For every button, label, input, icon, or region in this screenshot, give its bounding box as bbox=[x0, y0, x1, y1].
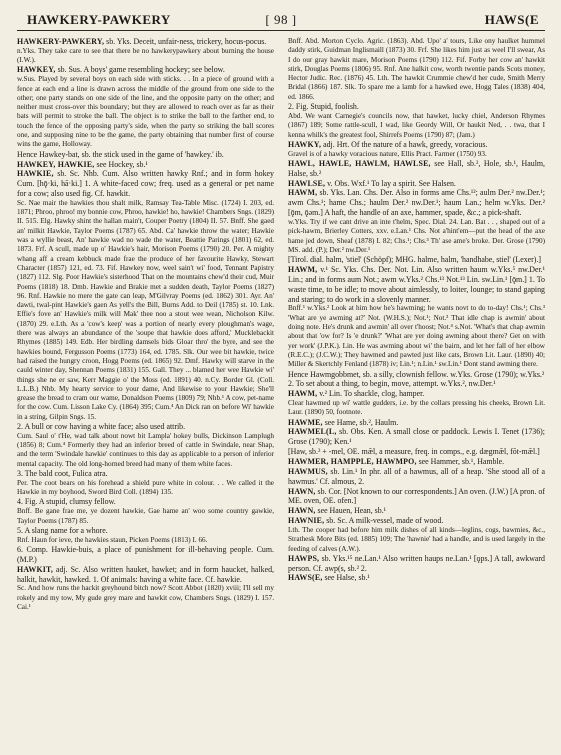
dictionary-entry bbox=[288, 102, 545, 112]
headword: HAWN, bbox=[288, 506, 316, 516]
entry-text: 4. Fig. A stupid, clumsy fellow. bbox=[17, 497, 116, 507]
dictionary-entry bbox=[17, 65, 274, 75]
citation-block bbox=[17, 199, 274, 422]
headword: HAWKY, bbox=[288, 139, 322, 149]
dictionary-entry bbox=[17, 37, 274, 47]
citation-block bbox=[17, 536, 274, 545]
headword: HAWLSE, bbox=[288, 178, 326, 188]
entry-text: Per. The coot bears on his forehead a shield pure white in colour. . . We called it the Hawkie in my boyhood, Sword Bird Coll. (1894) 135. bbox=[17, 478, 274, 497]
headword: HAWME, bbox=[288, 417, 323, 427]
headword: HAWKIE, bbox=[17, 169, 54, 179]
dictionary-entry bbox=[288, 427, 545, 447]
dictionary-entry bbox=[17, 565, 274, 585]
entry-text: sb. Yks. Lan. Chs. Der. Also in forms ame Chs.¹²; aulm Der.² nw.Der.¹; awm Chs.¹; hame Chs.; haulm Der.² nw.Der.¹; haum Lan.; helm w.Yks. Der.² [ǭm, ǭəm.] A haft, the handle of an axe, hammer, spade, &c.; a pick-shaft. bbox=[288, 188, 545, 218]
entry-text: [Tirol. dial. halm, 'stiel' (Schöpf); MHG. halme, halm, 'handhabe, stiel' (Lexer).] bbox=[288, 255, 542, 265]
entry-text: 2. Fig. Stupid, foolish. bbox=[288, 102, 359, 112]
running-header bbox=[17, 10, 545, 31]
entry-text: Bnff. Abd. Morton Cyclo. Agric. (1863). Abd. Upo' a' tours, Like ony haulket hummel daddy stirk, Guidman Inglismaill (1873) 30. Frf. She likes him just as weel I'll swear, As I do our gray hawkit mare, Morison Poems (1790) 112. Fif. Forby her cow an' hawkit stirk, Douglas Poems (1806) 95. Rnf. Ane halkit cow, worth twentie pands Scots money, Hector Judic. Rec. (1876) 45. Lth. The hawkit Crummie chew'd her cude, Smith Merry Bridal (1866) 187. Slk. To spare me a lamb for a hawked ewe, Hogg Tales (1838) 404, ed. 1866. bbox=[288, 37, 545, 101]
dictionary-entry bbox=[17, 150, 274, 160]
dictionary-entry bbox=[288, 179, 545, 189]
headword: HAWM, bbox=[288, 188, 318, 198]
entry-text: sb. Sus. A boys' game resembling hockey; see below. bbox=[55, 65, 225, 75]
headword: HAWPS, bbox=[288, 553, 320, 563]
entry-text: sb. Yks.¹⁵ ne.Lan.¹ Also written haups ne.Lan.¹ [ǫps.] A tall, awkward person. Cf. awp(s, sb.² 2. bbox=[288, 553, 545, 573]
entry-text: Hence Hawmgobbmet, sb. a silly, clownish fellow. w.Yks. Grose (1790); w.Yks.² bbox=[288, 369, 545, 379]
headword: HAWMER, HAMPPLE, HAWMPO, bbox=[288, 457, 417, 466]
entry-text: see Hockey, sb.¹ bbox=[94, 159, 148, 169]
entry-text: sb. Lin.¹ In phr. all of a hawmus, all of a heap. 'She stood all of a hawmus.' Cf. almous, 2. bbox=[288, 466, 545, 486]
dictionary-entry bbox=[288, 467, 545, 487]
dictionary-entry bbox=[288, 447, 545, 457]
left-column bbox=[17, 37, 274, 612]
dictionary-entry bbox=[288, 379, 545, 389]
dictionary-entry bbox=[17, 169, 274, 199]
citation-block bbox=[288, 37, 545, 102]
entry-text: Gravel is of a hawky voracious nature, Ellis Pract. Farmer (1750) 93. bbox=[288, 149, 487, 158]
right-column bbox=[288, 37, 545, 612]
headword: HAWM, bbox=[288, 265, 318, 275]
citation-block bbox=[17, 584, 274, 612]
entry-text: Bnff. Be gane frae me, ye dozent hawkie, Gae hame an' woo some country gawkie, Taylor Poems (1787) 85. bbox=[17, 507, 274, 525]
dictionary-entry bbox=[17, 526, 274, 536]
citation-block bbox=[288, 112, 545, 140]
citation-block bbox=[288, 304, 545, 369]
entry-text: [Haw, sb.² + -mel, OE. mǣl, a measure, freq. in comps., e.g. dægmǣl, fōt-mǣl.] bbox=[288, 447, 540, 457]
entry-text: Sc. Nae mair the hawkies thou shalt milk, Ramsay Tea-Table Misc. (1724) I. 203, ed. 1871; Phroo, phroo! my bonnie cow, Phroo, hawkie! ho, hawkie! Chambers Sngs. (1829) II. 515. Elg. Hawky shint the hallan main't, Couper Poetry (1804) II. 57. Bnff. She gaed an' milkit Hawkie, Taylor Poems (1787) 65. Abd. Ca' hawkie throw the water; Hawkie was a wyllie beast, An' hawkie wad no wade the water, Beattie Parings (1801) 62, ed. 1873. Frf. A scull, made up o' Hawkie's hair, Morison Poems (1790) 20. Per. A mighty whang aff a cream kebbuck made frae the produce of her favourite Hawky, Stewart Character (1857) 121, ed. 73. Fif. Hawkey now, weel sain't wi' food, Tennant Papistry (1827) 112. Slg. Poor Hawkie's sisterhood That on the mountains chew'd their cud, Muir Poems (1818) 18. Dmb. Hawkie and Brakie met a sudden death, Taylor Poems (1827) 96. Rnf. Hawkie no mere the gate can leap, M'Gilvray Poems (ed. 1862) 301. Ayr. An' dawti, twal-pint Hawkie's gaen As yell's the Bill, Burns Add. to Deil (1785) st. 10. Lnk. Effie's fove an' Hawkie's milk will Mak' thee noo a stout wee wean, Nicholson Kilw. (1870) 29. e.Lth. As a 'cow's keep' was a portion of nearly every ploughman's wage, there was always an abundance of the 'soupe that hawkie does afford,' Mucklebackit Rhymes (1885) 149. Edb. Her birdling damsels bids Gloar thro' the byre, and see the hawkies bound, Fergusson Poems (1773) 164, ed. 1785. Slk. Our wee bit hawkie, twice had raised the hungry croon, Hogg Poems (ed. 1865) 92. Dmf. Hawky will starve in the cauld winter day, Shennan Poems (1831) 155. Gall. They ... blamed her wee Hawkie wi' things she ne er saw, Kerr Maggie o' the Moss (ed. 1891) 40. n.Cy. Border Gl. (Coll. L.L.B.) Nhb. My hearty service to your dame, And likewise to your Hawkie; She'll grease the bread to cram our wame, Donaldson Poems (1809) 79; Nhb.¹ A cow, pet-name for the cow. Cum. Lisson Lake Cy. (1864) 395; Cum.⁴ An Dick ran on before Wi' hawkie in a string, Gilpin Sngs. 15. bbox=[17, 198, 274, 421]
entry-text: v.¹ Sc. Yks. Chs. Der. Not. Lin. Also written haum w.Yks.⁵ nw.Der.¹ Lin.; and in forms aum Not.; awm w.Yks.² Chs.¹³ Not.¹³ Lin. sw.Lin.¹ [ǭm.] 1. To waste time, to be idle; to move about aimlessly, to loiter, lounge; to stand gaping and staring; to do work in a slovenly manner. bbox=[288, 265, 545, 304]
entry-text: Hence Hawkey-bat, sb. the stick used in the game of 'hawkey.' ib. bbox=[17, 149, 224, 159]
page-number: [ 98 ] bbox=[265, 12, 297, 27]
dictionary-entry bbox=[288, 418, 545, 428]
dictionary-entry bbox=[288, 554, 545, 574]
citation-block bbox=[17, 47, 274, 66]
entry-text: see Halse, sb.¹ bbox=[322, 573, 370, 583]
dictionary-entry bbox=[288, 370, 545, 380]
entry-text: adj. Hrt. Of the nature of a hawk, greedy, voracious. bbox=[321, 139, 488, 149]
dictionary-entry bbox=[17, 545, 274, 565]
entry-text: Lth. The cooper had before him milk dishes of all kinds—leglins, cogs, bawmies, &c., Strathesk More Bits (ed. 1885) 109; The 'hawnie' had a handle, and is used largely in the feeding of calves (A.W.). bbox=[288, 525, 545, 553]
entry-text: 5. A slang name for a whore. bbox=[17, 525, 108, 535]
entry-text: w.Sus. Played by several boys on each side with sticks. . . In a piece of ground with a fence at each end a line is drawn across the middle of the ground from one side to the other; one party stands on one side of the line, and the opposite party on the other; and neither must cross-over this boundary; but they are allowed to reach over as far as their bats will permit to stroke the ball. The object is to strike the ball to the farther end, to touch the fence of the opposing party's side, when the party so striking the ball scores one, and supposing nine to be the game, the party obtaining that number first of course wins the game, Holloway. bbox=[17, 75, 274, 149]
dictionary-entry bbox=[17, 160, 274, 170]
entry-text: see Hall, sb.², Hole, sb.¹, Haulm, Halse, sb.² bbox=[288, 158, 546, 178]
dictionary-entry bbox=[288, 506, 545, 516]
headword: HAWKIT, bbox=[17, 564, 54, 574]
dictionary-entry bbox=[288, 457, 545, 467]
dictionary-entry bbox=[288, 188, 545, 218]
dictionary-entry bbox=[288, 516, 545, 526]
entry-text: sb. Obs. Ken. A small close or paddock. Lewis I. Tenet (1736); Grose (1790); Ken.¹ bbox=[288, 427, 545, 447]
dictionary-entry bbox=[288, 389, 545, 399]
citation-block bbox=[288, 399, 545, 418]
entry-text: sb. Sc. Nhb. Cum. Also written hawky Rnf.; and in form hokey Cum. [hǭ·ki, hā·ki.] 1. A white-faced cow; freq. used as a general or pet name for a cow; also used fig. Cf. hawkit. bbox=[17, 169, 274, 199]
citation-block bbox=[288, 218, 545, 255]
dictionary-entry bbox=[17, 422, 274, 432]
entry-text: sb. Yks. Deceit, unfair-ness, trickery, hocus-pocus. bbox=[104, 37, 267, 46]
dictionary-entry bbox=[17, 469, 274, 479]
entry-text: w.Yks. Try if we cant drive an inte t'helm, Spec. Dial. 24. Lan. Bat . . , shaped out of a pick-hawm, Brierley Cotters, xxv. e.Lan.¹ Chs. Not a'hint'em—put the head of the axe hame jed down, Sheaf (1878) I. 82; Chs.¹; Chs.³ Th' ase ame's broke. Der. Grose (1790) MS. add. (P.); Der.² nw.Der.¹ bbox=[288, 218, 545, 254]
headword: HAWMUS, bbox=[288, 466, 328, 476]
entry-text: see Hame, sb.², Haulm. bbox=[322, 417, 399, 427]
citation-block bbox=[288, 150, 545, 159]
entry-text: n.Yks. They take care to see that there be no hawkerypawkery about burning the house (I.W.). bbox=[17, 46, 274, 65]
citation-block bbox=[17, 75, 274, 149]
entry-text: adj. Sc. Also written hauket, hawket; and in form haucket, halked, halkit, hawkit, hawked. 1. Of animals: having a white face. Cf. hawkie. bbox=[17, 564, 274, 584]
entry-text: sb. Cor. [Not known to our correspondents.] An oven. (J.W.) [A pron. of ME. oven, OE. ofen.] bbox=[288, 486, 545, 506]
headword: HAWN, bbox=[288, 486, 316, 496]
dictionary-entry bbox=[288, 265, 545, 304]
two-column-body bbox=[17, 37, 545, 612]
headword: HAWS(E, bbox=[288, 573, 323, 583]
dictionary-entry bbox=[288, 573, 545, 583]
dictionary-entry bbox=[288, 159, 545, 179]
entry-text: Clear hawmed up wi' wattle gudders, i.e. by the collars pressing his cheeks, Brown Lit. Laur. (1890) 50, footnote. bbox=[288, 399, 545, 417]
entry-text: 3. The bald coot, Fulica atra. bbox=[17, 469, 108, 479]
dictionary-entry bbox=[17, 497, 274, 507]
citation-block bbox=[17, 432, 274, 469]
headword: HAWKEY, bbox=[17, 65, 56, 75]
dictionary-entry bbox=[288, 255, 545, 265]
citation-block bbox=[17, 507, 274, 526]
headword: HAWMEL(L, bbox=[288, 427, 337, 437]
entry-text: 2. To set about a thing, to begin, move, attempt. w.Yks.², nw.Der.¹ bbox=[288, 379, 496, 389]
entry-text: 6. Comp. Hawkie-buis, a place of punishment for ill-behaving people. Cum. (M.P.) bbox=[17, 545, 274, 564]
entry-text: Abd. We want Carnegie's councils now, that hawket, lucky chiel, Anderson Rhymes (1867) 189; Some rattle-scull, I wad, like Geordy Will, Or haukit Ned, . . twa, that I kenna whilk's the greatest fool, Shirrefs Poems (1790) 87; (Jam.) bbox=[288, 111, 545, 139]
entry-text: see Hauen, Hean, sb.¹ bbox=[315, 506, 387, 516]
dictionary-entry bbox=[288, 487, 545, 507]
headword: HAWL, HAWLE, HAWLM, HAWLSE, bbox=[288, 158, 431, 168]
citation-block bbox=[288, 526, 545, 554]
entry-text: 2. A bull or cow having a white face; also used attrib. bbox=[17, 422, 186, 431]
headword: HAWKEY, HAWKIE, bbox=[17, 159, 95, 169]
header-left-headword: HAWKERY-PAWKERY bbox=[27, 12, 171, 27]
dictionary-entry bbox=[288, 140, 545, 150]
headword: HAWM, bbox=[288, 389, 318, 399]
citation-block bbox=[17, 479, 274, 498]
entry-text: sb. Sc. A milk-vessel, made of wood. bbox=[324, 516, 444, 526]
entry-text: v.² Lin. To shackle, clog, hamper. bbox=[317, 389, 425, 399]
entry-text: Rnf. Haun for ieve, the hawkies staun, Picken Poems (1813) I. 66. bbox=[17, 535, 208, 544]
entry-text: Sc. And how runs the hackit greyhound bitch now? Scott Abbot (1820) xviii; I'll sell my rokely and my tow, My gude grey mare and hawkit cow, Chambers Sngs. (1829) I. 157. Cai.¹ bbox=[17, 584, 274, 612]
headword: HAWKERY-PAWKERY, bbox=[17, 37, 105, 46]
entry-text: Bnff.¹ w.Yks.² Look at him how he's hawming; he wants novt to do to-day! Chs.¹; Chs.³ 'What are ye awming at?' Not. (W.H.S.); Not.¹; Not.³ That idle chap is awmin' about doing note. He's drunk and awmin' all over t'hoost; Not.⁴ s.Not. 'What's that chap awmin about that 'ow for? Is 'e drunk?' 'What are yer doing awming about there? Get on with yer work' (J.P.K.). Lin. He was awming about wi' the bairn, and let her fall of her elbow (R.E.C.); (J.C.W.); They hawmed and pawted just like cats, Brown Lit. Laur. (1890) 40; Miller & Skertchly Fenland (1878) iv; Lin.¹; n.Lin.¹ sw.Lin.¹ Dont stand awming there. bbox=[288, 304, 545, 369]
entry-text: see Hammer, sb.¹, Hamble. bbox=[416, 457, 505, 466]
headword: HAWNIE, bbox=[288, 516, 325, 526]
header-right-headword: HAWS(E bbox=[484, 12, 539, 27]
entry-text: Cum. Saul o' t'He, wad talk about nowt bit Lampla' hokey bulls, Dickinson Lamplugh (1856) 8; Cum.⁴ Formerly they had an inferior breed of cattle in Swindale, near Shap, and the term 'Swindale hawkie' continues to this day as applicable to a person of inferior mental capacity. The old long-horned breed had many of them white faces. bbox=[17, 431, 274, 468]
entry-text: v. Obs. Wxf.¹ To lay a spirit. See Halsen. bbox=[325, 178, 456, 188]
